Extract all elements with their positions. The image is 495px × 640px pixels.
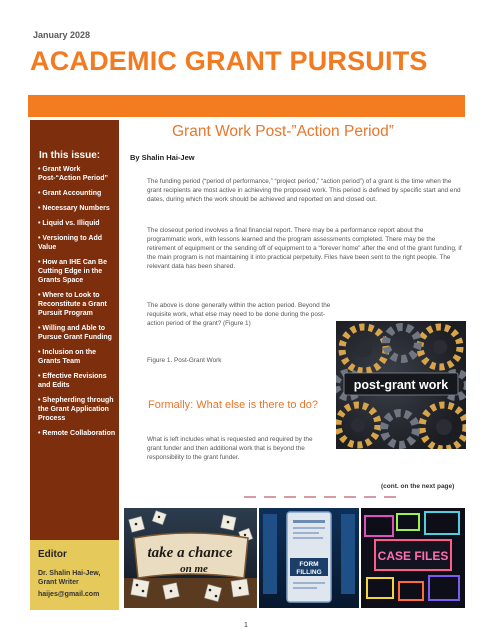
contents-heading: In this issue: xyxy=(39,150,101,161)
masthead-title: ACADEMIC GRANT PURSUITS xyxy=(30,46,428,76)
editor-name: Dr. Shalin Hai-Jew, Grant Writer xyxy=(38,570,101,586)
article-paragraph: The above is done generally within the action period. Beyond the requisite work, what else may need to be done during the post-action period of the grant? (Figure 1) xyxy=(147,302,331,328)
masthead-rule xyxy=(28,95,465,117)
editor-box xyxy=(30,540,119,610)
contents-item[interactable]: • Liquid vs. Illiquid xyxy=(38,219,116,228)
svg-text:FORM: FORM xyxy=(299,561,319,568)
post-grant-work-label: post-grant work xyxy=(353,378,449,392)
editor-email[interactable]: haijes@gmail.com xyxy=(38,591,100,598)
article-paragraph: What is left includes what is requested and required by the grant funder and then additional work that is beyond the responsibility to the grant funder. xyxy=(147,436,313,462)
editor-heading: Editor xyxy=(38,549,67,560)
contents-item[interactable]: • Inclusion on the Grants Team xyxy=(38,348,116,366)
contents-item[interactable]: • Grant Accounting xyxy=(38,189,116,198)
contents-item[interactable]: • Effective Revisions and Edits xyxy=(38,372,116,390)
contents-item[interactable]: • Remote Collaboration xyxy=(38,429,116,438)
post-grant-work-image xyxy=(336,321,466,449)
svg-text:FILLING: FILLING xyxy=(296,569,322,576)
contents-item[interactable]: • Willing and Able to Pursue Grant Funding xyxy=(38,324,116,342)
article-subheading: Formally: What else is there to do? xyxy=(148,399,318,411)
contents-item[interactable]: • How an IHE Can Be Cutting Edge in the Grants Space xyxy=(38,258,116,285)
figure-caption: Figure 1. Post-Grant Work xyxy=(147,357,222,364)
take-a-chance-label: take a chance xyxy=(147,545,233,561)
take-a-chance-dice-image xyxy=(124,508,257,608)
case-files-image xyxy=(361,508,465,608)
article-paragraph: The funding period (“period of performance,” “project period,” “action period”) of a grant is the time when the grant recipients are most active in achieving the proposed work. This period is defined by specific start and end dates, during which the work should be achieved and reported on and closed out. xyxy=(147,178,461,204)
contents-list xyxy=(38,165,116,444)
decorative-dashes xyxy=(244,496,424,499)
contents-item[interactable]: • Versioning to Add Value xyxy=(38,234,116,252)
article-paragraph: The closeout period involves a final financial report. There may be a performance report about the programmatic work, with lessons learned and the program assessments completed. There may be the retirement of equipment or the sending off of equipment to a “forever home” after the end of the grant funding, if the main program is not maintaining it into practical perpetuity. Files have been sent to the right people. The relevant data has been shared. xyxy=(147,227,462,271)
contents-item[interactable]: • Grant Work Post-“Action Period” xyxy=(38,165,116,183)
contents-item[interactable]: • Necessary Numbers xyxy=(38,204,116,213)
form-filling-image xyxy=(259,508,359,608)
contents-item[interactable]: • Shepherding through the Grant Application Process xyxy=(38,396,116,423)
contents-item[interactable]: • Where to Look to Reconstitute a Grant Pursuit Program xyxy=(38,291,116,318)
issue-date: January 2028 xyxy=(33,30,91,40)
continued-note: (cont. on the next page) xyxy=(381,483,455,490)
case-files-label: CASE FILES xyxy=(377,549,449,563)
contents-sidebar xyxy=(30,120,119,540)
article-byline: By Shalin Hai-Jew xyxy=(130,153,195,162)
article-title: Grant Work Post-”Action Period” xyxy=(172,123,394,140)
on-me-label: on me xyxy=(180,563,208,575)
page-number: 1 xyxy=(244,622,248,629)
